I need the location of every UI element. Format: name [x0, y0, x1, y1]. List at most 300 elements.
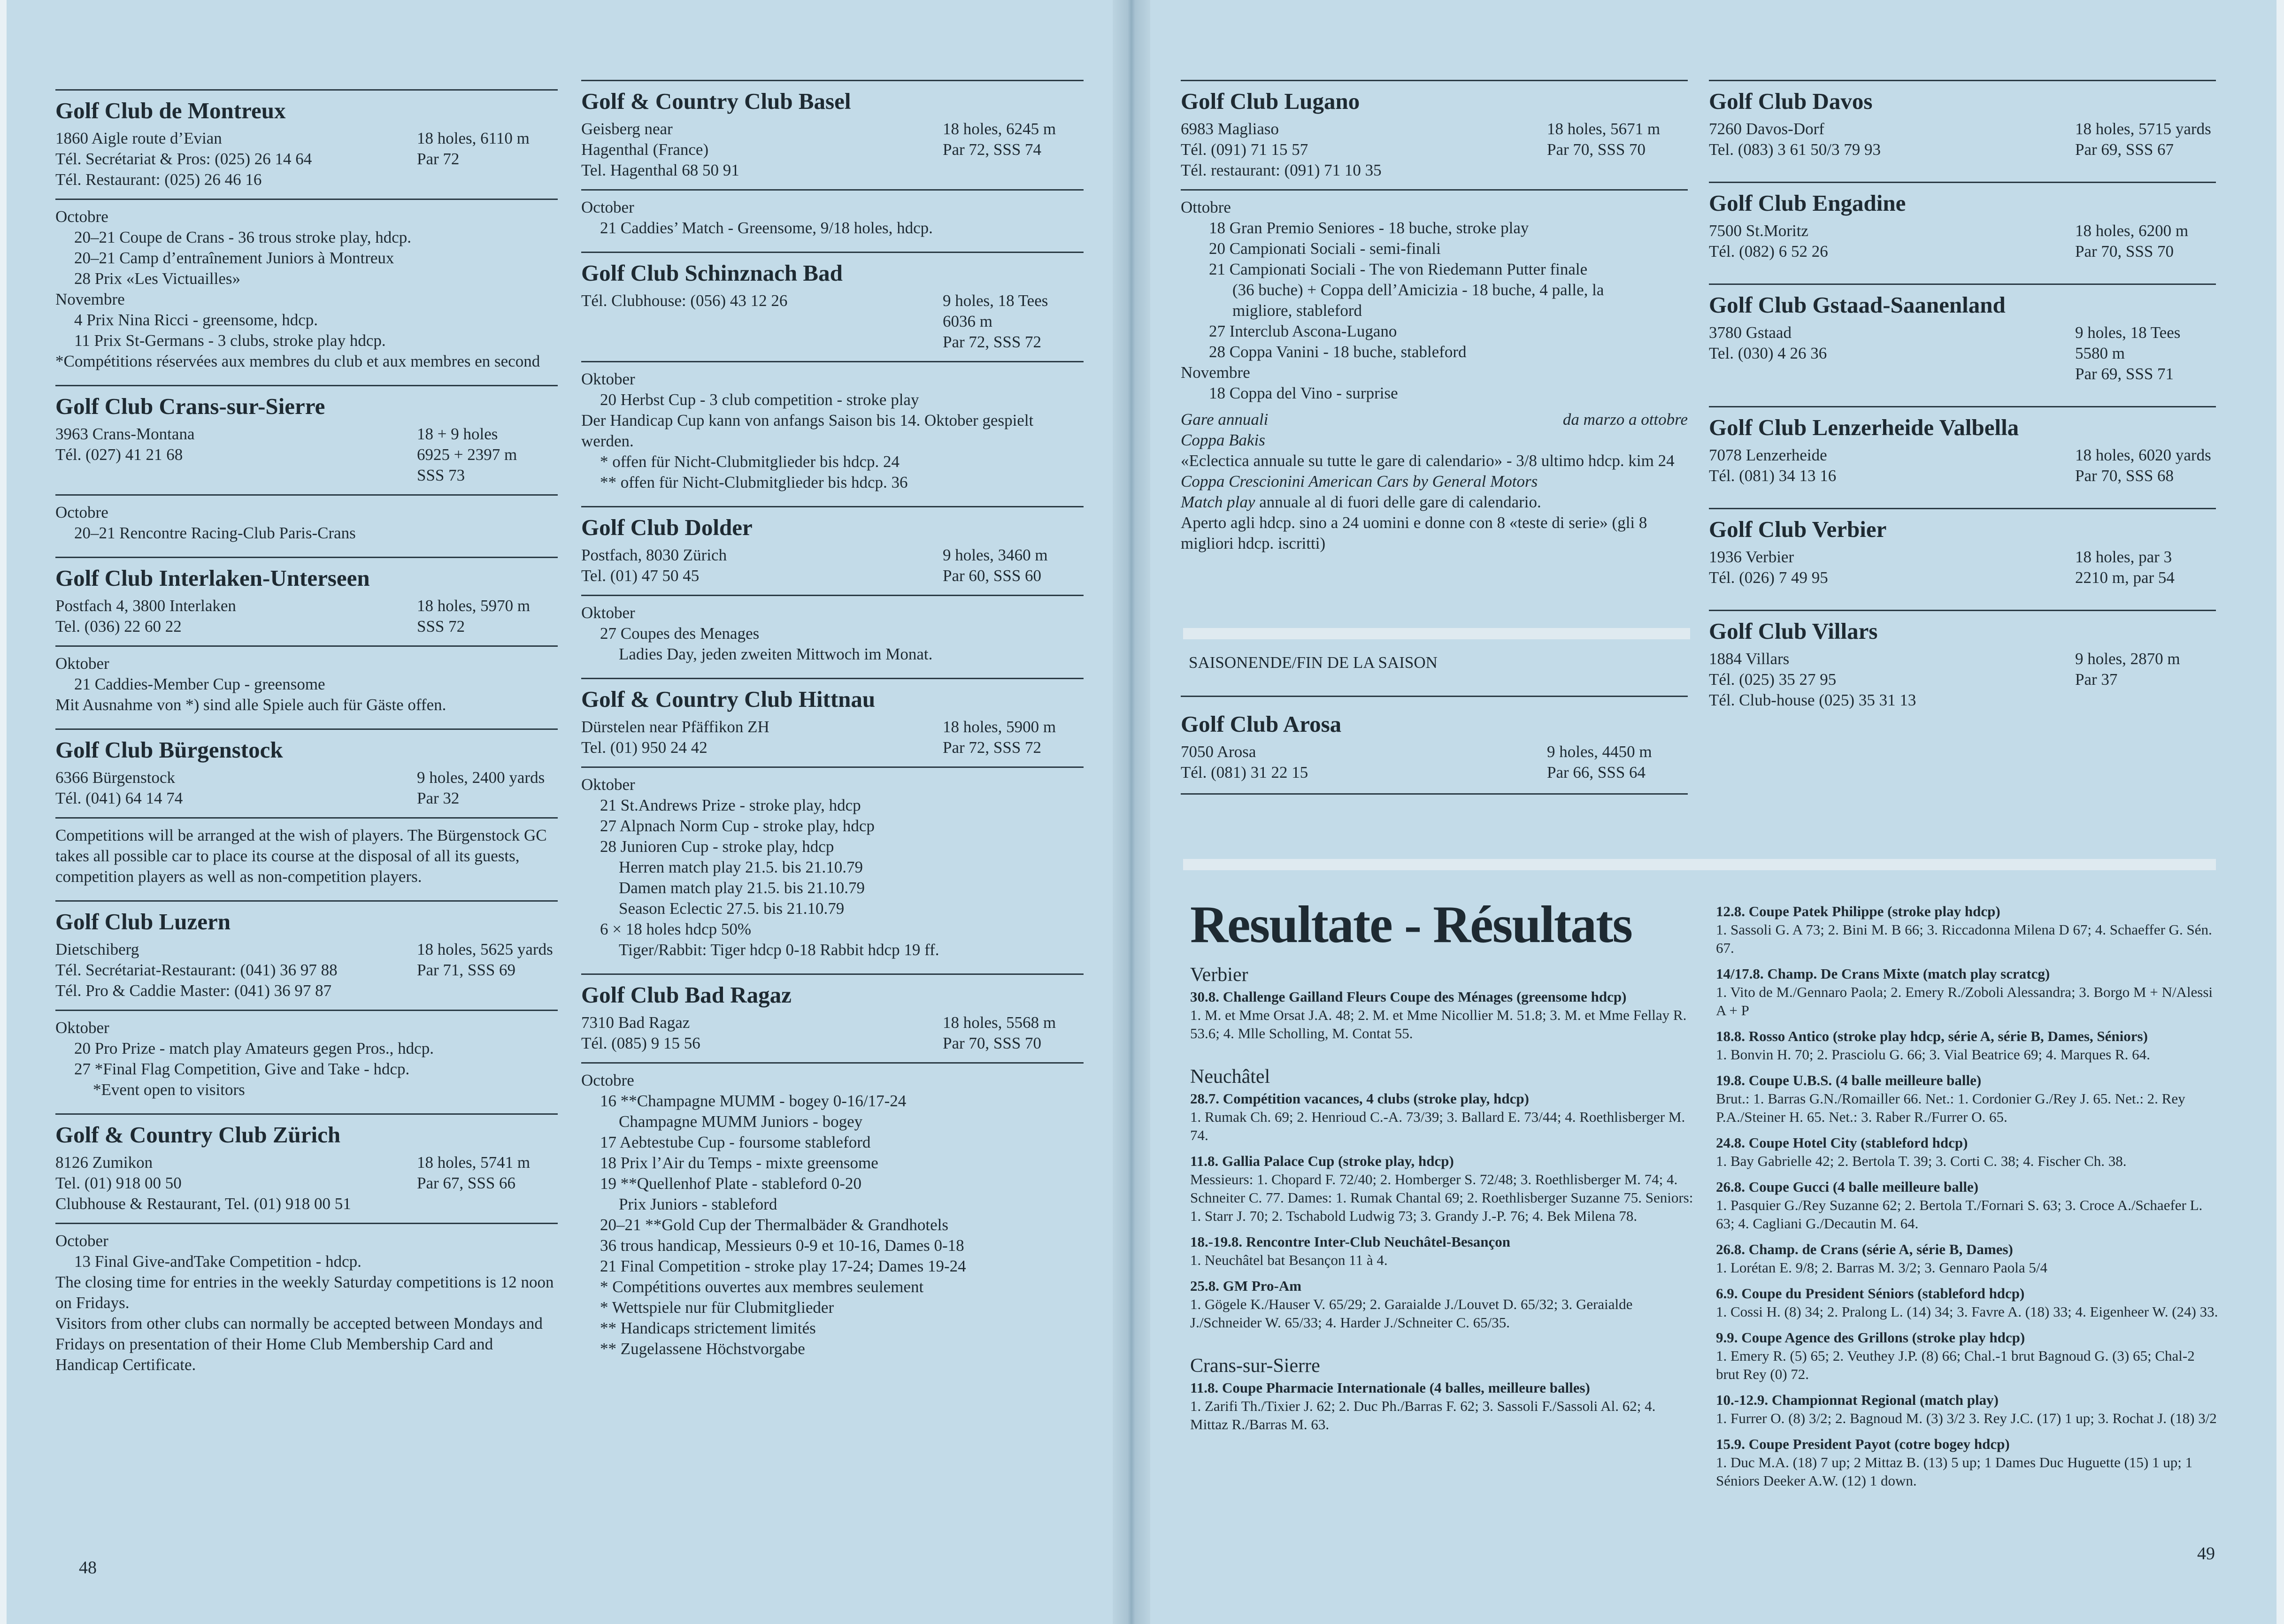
stats-line: 6925 + 2397 m [417, 445, 517, 464]
address-line: Tel. (01) 950 24 42 [581, 738, 708, 757]
calendar-line: 21 Caddies’ Match - Greensome, 9/18 holes, hdcp. [600, 219, 933, 237]
result-entry [1716, 1178, 2221, 1233]
stats-line: Par 60, SSS 60 [943, 567, 1042, 585]
club-info [55, 767, 558, 809]
club-name: Golf & Country Club Basel [581, 88, 851, 114]
event-calendar [581, 595, 1084, 678]
address-line: Tél. (091) 71 15 57 [1181, 140, 1308, 159]
club-info [1709, 547, 2216, 588]
event-calendar [55, 1223, 558, 1388]
calendar-month: Oktober [55, 1019, 109, 1037]
result-entry [1716, 1435, 2221, 1490]
event-calendar [55, 199, 558, 385]
calendar-line: 19 **Quellenhof Plate - stableford 0-20 [600, 1174, 861, 1193]
calendar-line: 21 Caddies-Member Cup - greensome [74, 675, 325, 693]
result-standings: 1. Bay Gabrielle 42; 2. Bertola T. 39; 3. Corti C. 38; 4. Fischer Ch. 38. [1716, 1153, 2127, 1169]
calendar-line: Visitors from other clubs can normally be accepted between Mondays and Fridays on presentation of their Home Club Membership Card and Handicap Certificate. [55, 1314, 543, 1374]
club-info [581, 119, 1084, 181]
calendar-line: Season Eclectic 27.5. bis 21.10.79 [619, 899, 845, 918]
address-line: Tél. (081) 31 22 15 [1181, 763, 1308, 781]
address-line: Hagenthal (France) [581, 140, 709, 159]
club-name: Golf Club Davos [1709, 88, 1873, 114]
stats-line: 18 holes, 5568 m [943, 1013, 1056, 1032]
calendar-line: 18 Prix l’Air du Temps - mixte greensome [600, 1154, 878, 1172]
calendar-line: 20–21 Coupe de Crans - 36 trous stroke play, hdcp. [74, 228, 412, 246]
course-stats [417, 767, 558, 809]
address-line: Tél. (025) 35 27 95 [1709, 670, 1837, 689]
calendar-line: Damen match play 21.5. bis 21.10.79 [619, 879, 865, 897]
club-block [1709, 406, 2216, 508]
club-name: Golf & Country Club Zürich [55, 1122, 341, 1148]
club-block [55, 557, 558, 728]
result-standings: Brut.: 1. Barras G.N./Romailler 66. Net.: 1. Cordonier G./Rey J. 65. Net.: 2. Rey P.A./Steiner H. 65. Net.: 3. Raber R./Furrer O. 65. [1716, 1090, 2185, 1125]
address-line: Tel. (083) 3 61 50/3 79 93 [1709, 140, 1881, 159]
address-line: Tel. (01) 47 50 45 [581, 567, 700, 585]
club-info [1709, 649, 2216, 711]
calendar-month: Novembre [55, 290, 125, 308]
calendar-month: October [581, 198, 634, 216]
calendar-line: 16 **Champagne MUMM - bogey 0-16/17-24 [600, 1092, 907, 1110]
course-stats [417, 128, 558, 190]
club-address [55, 1152, 351, 1214]
calendar-line: Prix Juniors - stableford [619, 1195, 777, 1213]
calendar-line: 20–21 Camp d’entraînement Juniors à Montreux [74, 249, 394, 267]
calendar-line: 18 Coppa del Vino - surprise [1209, 384, 1398, 402]
club-info [55, 128, 558, 190]
address-line: 1884 Villars [1709, 650, 1790, 668]
club-info [581, 717, 1084, 758]
result-event: 11.8. Gallia Palace Cup (stroke play, hdcp) [1190, 1153, 1454, 1169]
stats-line: 18 holes, 5970 m [417, 597, 531, 615]
club-address [1181, 742, 1308, 783]
club-name: Golf Club Interlaken-Unterseen [55, 565, 370, 591]
calendar-line: 20 Pro Prize - match play Amateurs gegen Pros., hdcp. [74, 1039, 434, 1057]
coppa-bakis-text: «Eclectica annuale su tutte le gare di calendario» - 3/8 ultimo hdcp. kim 24 [1181, 452, 1675, 470]
calendar-line: 28 Junioren Cup - stroke play, hdcp [600, 837, 834, 856]
stats-line: Par 37 [2075, 670, 2118, 689]
calendar-line: * offen für Nicht-Clubmitglieder bis hdcp. 24 [600, 452, 900, 471]
address-line: 7050 Arosa [1181, 743, 1256, 761]
event-calendar [55, 817, 558, 900]
result-entry [1716, 1284, 2221, 1321]
course-stats [943, 119, 1084, 181]
event-calendar [581, 361, 1084, 506]
stats-line: 9 holes, 3460 m [943, 546, 1048, 564]
result-entry [1190, 1277, 1695, 1332]
stats-line: 18 holes, 6020 yards [2075, 446, 2211, 464]
club-name: Golf Club Bürgenstock [55, 737, 283, 763]
club-block [55, 1113, 558, 1388]
right-column-2 [1709, 80, 2216, 732]
stats-line: 9 holes, 18 Tees [943, 291, 1048, 310]
stats-line: Par 69, SSS 71 [2075, 365, 2174, 383]
event-calendar [1181, 189, 1688, 567]
result-standings: 1. Bonvin H. 70; 2. Prasciolu G. 66; 3. Vial Beatrice 69; 4. Marques R. 64. [1716, 1046, 2150, 1063]
address-line: Tél. (026) 7 49 95 [1709, 568, 1828, 587]
address-line: 6983 Magliaso [1181, 120, 1279, 138]
calendar-line: 28 Coppa Vanini - 18 buche, stableford [1209, 343, 1467, 361]
right-column-1 [1181, 80, 1688, 567]
calendar-line: The closing time for entries in the weekly Saturday competitions is 12 noon on Fridays. [55, 1273, 554, 1312]
stats-line: 9 holes, 18 Tees [2075, 323, 2181, 342]
result-standings: 1. Furrer O. (8) 3/2; 2. Bagnoud M. (3) 3/2 3. Rey J.C. (17) 1 up; 3. Rochat J. (18) 3/2 [1716, 1410, 2217, 1426]
address-line: Postfach, 8030 Zürich [581, 546, 727, 564]
center-gutter [1113, 0, 1150, 1624]
calendar-month: Octobre [581, 1071, 634, 1089]
course-stats [943, 1012, 1084, 1054]
course-stats [2075, 649, 2216, 711]
season-range: da marzo a ottobre [1562, 410, 1688, 429]
result-standings: 1. Neuchâtel bat Besançon 11 à 4. [1190, 1252, 1388, 1268]
club-info [1709, 221, 2216, 262]
stats-line: 5580 m [2075, 344, 2125, 362]
result-event: 19.8. Coupe U.B.S. (4 balle meilleure balle) [1716, 1072, 1982, 1088]
calendar-line: Ladies Day, jeden zweiten Mittwoch im Monat. [619, 645, 933, 663]
calendar-line: Competitions will be arranged at the wish of players. The Bürgenstock GC takes all possible car to place its course at the disposal of all its guests, competition players as well as non-competition players. [55, 826, 547, 886]
calendar-line: 20 Herbst Cup - 3 club competition - stroke play [600, 391, 919, 409]
address-line: 8126 Zumikon [55, 1153, 153, 1172]
address-line: 7078 Lenzerheide [1709, 446, 1827, 464]
club-name: Golf Club Lugano [1181, 88, 1360, 114]
stats-line: Par 70, SSS 68 [2075, 467, 2174, 485]
event-calendar [581, 1062, 1084, 1372]
address-line: Tél. (027) 41 21 68 [55, 445, 183, 464]
club-address [55, 939, 338, 1001]
stats-line: Par 70, SSS 70 [2075, 242, 2174, 260]
stats-line: 18 holes, 5741 m [417, 1153, 531, 1172]
result-event: 12.8. Coupe Patek Philippe (stroke play hdcp) [1716, 903, 2000, 919]
address-line: Tél. Pro & Caddie Master: (041) 36 97 87 [55, 981, 332, 1000]
club-address [1709, 649, 1916, 711]
calendar-line: Champagne MUMM Juniors - bogey [619, 1112, 863, 1131]
club-address [1709, 445, 1836, 486]
left-column-2 [581, 80, 1084, 1372]
club-address [1709, 322, 1827, 384]
stats-line: 18 + 9 holes [417, 425, 498, 443]
results-title: Resultate - Résultats [1190, 896, 1632, 954]
result-entry [1716, 902, 2221, 957]
calendar-line: 13 Final Give-andTake Competition - hdcp. [74, 1252, 361, 1271]
calendar-month: Oktober [581, 775, 635, 794]
course-stats [943, 291, 1084, 352]
spacer [1190, 1050, 1695, 1064]
course-stats [1547, 742, 1688, 783]
result-standings: Messieurs: 1. Chopard F. 72/40; 2. Homberger S. 72/48; 3. Roethlisberger M. 74; 4. Schneiter C. 77. Dames: 1. Rumak Chantal 69; 2. Roethlisberger Suzanne 75. Seniors: 1. Starr J. 70; 2. Tschabold Ludwig 73; 3. Grandy J.-P. 76; 4. Bek Milena 78. [1190, 1171, 1693, 1224]
stats-line: 9 holes, 2400 yards [417, 768, 545, 787]
result-event: 28.7. Compétition vacances, 4 clubs (stroke play, hdcp) [1190, 1090, 1529, 1107]
club-block [1181, 704, 1688, 783]
club-address [581, 291, 787, 352]
club-block [1709, 508, 2216, 610]
address-line: Tel. (030) 4 26 36 [1709, 344, 1827, 362]
calendar-line: 21 Campionati Sociali - The von Riedemann Putter finale [1209, 260, 1588, 278]
result-entry [1716, 1328, 2221, 1383]
result-entry [1716, 1027, 2221, 1064]
calendar-line: 17 Aebtestube Cup - foursome stableford [600, 1133, 871, 1151]
club-block [581, 678, 1084, 973]
club-block [1709, 80, 2216, 182]
stats-line: 18 holes, 6200 m [2075, 222, 2189, 240]
result-venue: Neuchâtel [1190, 1066, 1270, 1088]
stats-line: 9 holes, 4450 m [1547, 743, 1652, 761]
club-block [55, 728, 558, 900]
club-info [1181, 742, 1688, 783]
club-block [581, 80, 1084, 252]
address-line: Tél. restaurant: (091) 71 10 35 [1181, 161, 1382, 179]
address-line: 6366 Bürgenstock [55, 768, 176, 787]
result-standings: 1. Sassoli G. A 73; 2. Bini M. B 66; 3. Riccadonna Milena D 67; 4. Schaeffer G. Sén. 67. [1716, 921, 2212, 956]
address-line: Tél. Clubhouse: (056) 43 12 26 [581, 291, 788, 310]
club-block [581, 973, 1084, 1372]
event-calendar [55, 494, 558, 557]
course-stats [2075, 547, 2216, 588]
stats-line: Par 66, SSS 64 [1547, 763, 1646, 781]
address-line: Tel. (036) 22 60 22 [55, 617, 182, 636]
address-line: Tél. (041) 64 14 74 [55, 789, 183, 807]
calendar-line: Herren match play 21.5. bis 21.10.79 [619, 858, 863, 876]
result-event: 11.8. Coupe Pharmacie Internationale (4 balles, meilleure balles) [1190, 1379, 1590, 1396]
event-calendar [581, 766, 1084, 973]
club-info [1709, 322, 2216, 384]
result-standings: 1. Cossi H. (8) 34; 2. Pralong L. (14) 34; 3. Favre A. (18) 33; 4. Eigenheer W. (24) 33. [1716, 1303, 2218, 1320]
club-info [55, 939, 558, 1001]
calendar-line: *Compétitions réservées aux membres du club et aux membres en second [55, 352, 540, 370]
calendar-line: 4 Prix Nina Ricci - greensome, hdcp. [74, 311, 318, 329]
calendar-line: Der Handicap Cup kann von anfangs Saison bis 14. Oktober gespielt werden. [581, 411, 1034, 450]
club-address [55, 424, 194, 486]
club-name: Golf Club Bad Ragaz [581, 982, 792, 1008]
calendar-line: 18 Gran Premio Seniores - 18 buche, stroke play [1209, 219, 1529, 237]
calendar-month: Oktober [55, 654, 109, 673]
club-name: Golf Club Gstaad-Saanenland [1709, 292, 2006, 318]
calendar-line: ** Zugelassene Höchstvorgabe [600, 1340, 805, 1358]
address-line: 3780 Gstaad [1709, 323, 1792, 342]
result-event: 10.-12.9. Championnat Regional (match play) [1716, 1392, 1999, 1408]
calendar-line: 27 *Final Flag Competition, Give and Take - hdcp. [74, 1060, 410, 1078]
address-line: Tel. Hagenthal 68 50 91 [581, 161, 739, 179]
address-line: 3963 Crans-Montana [55, 425, 195, 443]
result-event: 18.-19.8. Rencontre Inter-Club Neuchâtel-Besançon [1190, 1233, 1510, 1250]
calendar-month: Oktober [581, 370, 635, 388]
calendar-month: Oktober [581, 604, 635, 622]
calendar-month: Octobre [55, 207, 108, 226]
result-standings: 1. Zarifi Th./Tixier J. 62; 2. Duc Ph./Barras F. 62; 3. Sassoli F./Sassoli Al. 62; 4. Mittaz R./Barras M. 63. [1190, 1398, 1656, 1432]
stats-line: 2210 m, par 54 [2075, 568, 2175, 587]
calendar-line: 27 Coupes des Menages [600, 624, 760, 643]
divider-line [1181, 793, 1688, 795]
club-block [1709, 610, 2216, 732]
club-name: Golf Club Arosa [1181, 711, 1342, 737]
results-column-right [1716, 902, 2221, 1497]
match-play-label: Match play [1181, 493, 1255, 511]
club-info [581, 291, 1084, 352]
stats-line: 18 holes, 6245 m [943, 120, 1056, 138]
result-event: 9.9. Coupe Agence des Grillons (stroke play hdcp) [1716, 1329, 2025, 1346]
address-line: Postfach 4, 3800 Interlaken [55, 597, 236, 615]
result-event: 30.8. Challenge Gailland Fleurs Coupe des Ménages (greensome hdcp) [1190, 988, 1627, 1005]
calendar-line: 27 Alpnach Norm Cup - stroke play, hdcp [600, 817, 875, 835]
result-event: 18.8. Rosso Antico (stroke play hdcp, série A, série B, Dames, Séniors) [1716, 1028, 2148, 1044]
address-line: Tél. (082) 6 52 26 [1709, 242, 1828, 260]
club-address [1181, 119, 1382, 181]
course-stats [2075, 445, 2216, 486]
address-line: Tél. Restaurant: (025) 26 46 16 [55, 170, 262, 189]
page-number-right: 49 [2197, 1544, 2215, 1563]
club-name: Golf Club Verbier [1709, 516, 1887, 542]
stats-line: Par 71, SSS 69 [417, 961, 516, 979]
divider-band [1183, 628, 1690, 639]
stats-line: 18 holes, 5671 m [1547, 120, 1661, 138]
course-stats [2075, 221, 2216, 262]
gare-annuali-label: Gare annuali [1181, 410, 1269, 429]
club-block [1181, 80, 1688, 567]
result-venue: Crans-sur-Sierre [1190, 1355, 1320, 1377]
result-entry [1716, 1071, 2221, 1126]
page-edge-left [0, 0, 7, 1624]
calendar-line: 28 Prix «Les Victuailles» [74, 269, 241, 288]
calendar-line: *Event open to visitors [93, 1080, 245, 1099]
calendar-line: 20–21 Rencontre Racing-Club Paris-Crans [74, 524, 356, 542]
calendar-month: Novembre [1181, 363, 1250, 382]
calendar-month: Octobre [55, 503, 108, 521]
calendar-line: 20 Campionati Sociali - semi-finali [1209, 239, 1441, 258]
club-address [55, 767, 183, 809]
result-entry [1716, 1134, 2221, 1170]
address-line: Clubhouse & Restaurant, Tel. (01) 918 00 51 [55, 1195, 351, 1213]
calendar-line: 21 St.Andrews Prize - stroke play, hdcp [600, 796, 861, 814]
result-entry [1190, 1152, 1695, 1225]
result-event: 14/17.8. Champ. De Crans Mixte (match play scratcg) [1716, 965, 2050, 982]
match-play-text: annuale al di fuori delle gare di calendario. [1255, 493, 1541, 511]
address-line: Tél. (081) 34 13 16 [1709, 467, 1837, 485]
arosa-block [1181, 704, 1688, 783]
result-venue: Verbier [1190, 964, 1248, 986]
calendar-line: 27 Interclub Ascona-Lugano [1209, 322, 1397, 340]
address-line: Dürstelen near Pfäffikon ZH [581, 718, 769, 736]
stats-line: Par 67, SSS 66 [417, 1174, 516, 1192]
club-name: Golf Club Schinznach Bad [581, 260, 843, 286]
stats-line: SSS 72 [417, 617, 465, 636]
result-event: 24.8. Coupe Hotel City (stableford hdcp) [1716, 1134, 1968, 1151]
result-entry [1190, 1233, 1695, 1269]
club-name: Golf Club de Montreux [55, 98, 286, 123]
stats-line: 9 holes, 2870 m [2075, 650, 2180, 668]
result-entry [1190, 1379, 1695, 1433]
club-address [1709, 119, 1881, 160]
address-line: 7260 Davos-Dorf [1709, 120, 1824, 138]
stats-line: 6036 m [943, 312, 992, 330]
course-stats [1547, 119, 1688, 181]
calendar-line: (36 buche) + Coppa dell’Amicizia - 18 buche, 4 palle, la [1232, 281, 1604, 299]
address-line: 7310 Bad Ragaz [581, 1013, 690, 1032]
result-entry [1190, 1089, 1695, 1144]
club-address [55, 596, 236, 637]
stats-line: 18 holes, 5715 yards [2075, 120, 2211, 138]
calendar-month: October [55, 1232, 108, 1250]
club-address [581, 545, 727, 586]
club-info [581, 1012, 1084, 1054]
season-end-label: SAISONENDE/FIN DE LA SAISON [1189, 653, 1438, 672]
gare-annuali-row [1181, 409, 1688, 430]
club-address [1709, 221, 1828, 262]
club-info [1181, 119, 1688, 181]
club-address [581, 1012, 700, 1054]
stats-line: Par 32 [417, 789, 460, 807]
club-address [1709, 547, 1828, 588]
club-info [55, 424, 558, 486]
result-event: 15.9. Coupe President Payot (cotre bogey hdcp) [1716, 1436, 2010, 1452]
club-block [581, 506, 1084, 678]
club-address [581, 717, 769, 758]
club-info [55, 1152, 558, 1214]
club-block [55, 385, 558, 557]
club-name: Golf Club Crans-sur-Sierre [55, 393, 325, 419]
calendar-line: 6 × 18 holes hdcp 50% [600, 920, 752, 938]
address-line: Tel. (01) 918 00 50 [55, 1174, 182, 1192]
club-name: Golf & Country Club Hittnau [581, 686, 876, 712]
calendar-line: 20–21 **Gold Cup der Thermalbäder & Grandhotels [600, 1216, 948, 1234]
result-event: 25.8. GM Pro-Am [1190, 1278, 1302, 1294]
result-standings: 1. M. et Mme Orsat J.A. 48; 2. M. et Mme Nicollier M. 51.8; 3. M. et Mme Fellay R. 53.6; 4. Mlle Scholling, M. Contat 55. [1190, 1007, 1687, 1042]
calendar-line: * Compétitions ouvertes aux membres seulement [600, 1278, 924, 1296]
club-address [55, 128, 312, 190]
address-line: Tél. Club-house (025) 35 31 13 [1709, 691, 1916, 709]
calendar-month: Ottobre [1181, 198, 1231, 216]
result-entry [1716, 1240, 2221, 1277]
club-info [581, 545, 1084, 586]
calendar-line: Tiger/Rabbit: Tiger hdcp 0-18 Rabbit hdcp 19 ff. [619, 941, 939, 959]
address-line: Tél. Secrétariat & Pros: (025) 26 14 64 [55, 150, 312, 168]
result-standings: 1. Gögele K./Hauser V. 65/29; 2. Garaialde J./Louvet D. 65/32; 3. Geraialde J./Schneider W. 65/33; 4. Harder J./Schneiter C. 65/35. [1190, 1296, 1633, 1331]
stats-line: Par 72, SSS 74 [943, 140, 1042, 159]
address-line: 7500 St.Moritz [1709, 222, 1808, 240]
result-event: 26.8. Champ. de Crans (série A, série B, Dames) [1716, 1241, 2013, 1257]
result-standings: 1. Duc M.A. (18) 7 up; 2 Mittaz B. (13) 5 up; 1 Dames Duc Huguette (15) 1 up; 1 Séniors Deeker A.W. (12) 1 down. [1716, 1454, 2193, 1489]
divider-line [1181, 696, 1688, 697]
stats-line: Par 72, SSS 72 [943, 738, 1042, 757]
course-stats [417, 1152, 558, 1214]
page-number-left: 48 [79, 1558, 97, 1578]
address-line: 1860 Aigle route d’Evian [55, 129, 222, 147]
course-stats [943, 717, 1084, 758]
stats-line: 18 holes, 5900 m [943, 718, 1056, 736]
address-line: Tél. (085) 9 15 56 [581, 1034, 700, 1052]
coppa-crescionini-label: Coppa Crescionini American Cars by General Motors [1181, 472, 1538, 490]
club-info [1709, 445, 2216, 486]
calendar-line: 36 trous handicap, Messieurs 0-9 et 10-16, Dames 0-18 [600, 1236, 964, 1255]
course-stats [2075, 322, 2216, 384]
stats-line: Par 70, SSS 70 [943, 1034, 1042, 1052]
calendar-line: 11 Prix St-Germans - 3 clubs, stroke play hdcp. [74, 331, 386, 350]
result-entry [1716, 1391, 2221, 1427]
results-divider-band [1183, 859, 2216, 870]
stats-line: SSS 73 [417, 466, 465, 484]
calendar-line: * Wettspiele nur für Clubmitglieder [600, 1298, 834, 1317]
club-block [581, 252, 1084, 506]
result-entry [1716, 965, 2221, 1019]
result-event: 26.8. Coupe Gucci (4 balle meilleure balle) [1716, 1179, 1979, 1195]
course-stats [943, 545, 1084, 586]
stats-line: Par 72, SSS 72 [943, 333, 1042, 351]
calendar-line: migliore, stableford [1232, 301, 1362, 320]
result-event: 6.9. Coupe du President Séniors (stableford hdcp) [1716, 1285, 2025, 1302]
stats-line: 18 holes, 5625 yards [417, 940, 553, 958]
results-column-left [1190, 962, 1695, 1441]
left-column-1 [55, 89, 558, 1388]
page-edge-right [2276, 0, 2284, 1624]
club-info [1709, 119, 2216, 160]
course-stats [417, 424, 558, 486]
